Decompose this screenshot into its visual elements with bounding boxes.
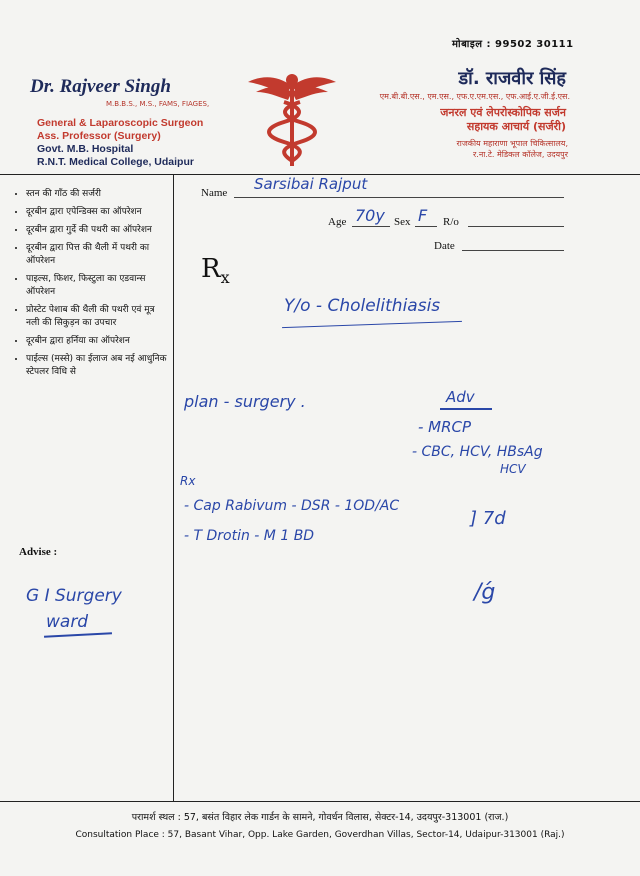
- diagnosis-underline: [282, 321, 462, 328]
- institution-line: र.ना.टे. मेडिकल कॉलेज, उदयपुर: [473, 150, 568, 159]
- advice-item: - CBC, HCV, HBsAg: [412, 444, 543, 460]
- service-item: • दूरबीन द्वारा पित्त की थैली में पथरी का ऑपरेशन: [26, 242, 170, 268]
- patient-age: 70y: [355, 206, 385, 225]
- advise-note-line2: ward: [46, 612, 89, 632]
- institution-line: राजकीय महाराणा भूपाल चिकित्सालय,: [456, 139, 568, 148]
- mobile-number: मोबाइल : 99502 30111: [452, 39, 574, 50]
- address-hindi: परामर्श स्थल : 57, बसंत विहार लेक गार्डन के सामने, गोवर्धन विलास, सेक्टर-14, उदयपुर-313001 (राज.): [131, 812, 509, 823]
- designation-line: सहायक आचार्य (सर्जरी): [466, 120, 566, 133]
- patient-sex: F: [418, 206, 428, 225]
- date-label: Date: [434, 240, 455, 252]
- credential-line: Ass. Professor (Surgery): [37, 130, 161, 142]
- address-english: Consultation Place : 57, Basant Vihar, Opp. Lake Garden, Goverdhan Villas, Sector-14, Udaipur-313001 (Raj.): [75, 830, 565, 840]
- services-list: [14, 188, 170, 384]
- footer-divider: [0, 801, 640, 802]
- plan-note: plan - surgery .: [184, 392, 306, 411]
- institution-hindi: [457, 138, 568, 160]
- service-item: • पाईल्स (मस्से) का ईलाज अब नई आधुनिक स्टेपलर विधि से: [26, 353, 170, 379]
- service-item: • स्तन की गाँठ की सर्जरी: [26, 188, 170, 201]
- rx-symbol: $R_x$: [201, 254, 230, 288]
- age-label: Age: [328, 216, 347, 228]
- date-field-line: [462, 250, 564, 251]
- residence-field-line: [468, 226, 564, 227]
- service-item: • प्रोस्टेट पेशाब की थैली की पथरी एवं मूत्र नली की सिकुड़न का उपचार: [26, 304, 170, 330]
- residence-label: R/o: [443, 216, 459, 228]
- duration: ] 7d: [470, 508, 506, 529]
- advise-note-line1: G I Surgery: [26, 586, 122, 606]
- doctor-signature: /ǵ: [474, 580, 496, 605]
- advice-item: HCV: [500, 462, 526, 476]
- service-item: • पाइल्स, फिशर, फिस्टुला का एडवान्स ऑपरेशन: [26, 273, 170, 299]
- sex-field-line: [415, 226, 437, 227]
- advice-item: - MRCP: [418, 418, 472, 436]
- degrees-hindi: एम.बी.बी.एस., एम.एस., एफ.ए.एम.एस., एफ.आई.ए.जी.ई.एस.: [379, 92, 570, 101]
- advice-heading: Adv: [446, 388, 475, 406]
- medication: - Cap Rabivum - DSR - 1OD/AC: [184, 498, 400, 514]
- service-item: • दूरबीन द्वारा गुर्दे की पथरी का ऑपरेशन: [26, 224, 170, 237]
- credential-line: General & Laparoscopic Surgeon: [37, 117, 204, 129]
- doctor-name-hindi: डॉ. राजवीर सिंह: [458, 68, 566, 89]
- designation-hindi: [440, 106, 566, 134]
- patient-name: Sarsibai Rajput: [254, 175, 368, 193]
- sex-label: Sex: [394, 216, 411, 228]
- diagnosis: Y/o - Cholelithiasis: [284, 296, 441, 316]
- name-label: Name: [201, 187, 228, 199]
- advise-underline: [44, 632, 112, 638]
- age-field-line: [352, 226, 390, 227]
- advice-heading-underline: [440, 408, 492, 410]
- name-field-line: [234, 197, 564, 198]
- doctor-name-english: Dr. Rajveer Singh: [30, 76, 171, 97]
- caduceus-logo: [246, 72, 338, 170]
- designation-line: जनरल एवं लेपरोस्कोपिक सर्जन: [440, 106, 566, 119]
- column-divider: [173, 174, 174, 802]
- service-item: • दूरबीन द्वारा हर्निया का ऑपरेशन: [26, 335, 170, 348]
- credential-line: R.N.T. Medical College, Udaipur: [37, 156, 194, 168]
- medication: - T Drotin - M 1 BD: [184, 528, 315, 544]
- doctor-credentials-english: [37, 117, 203, 169]
- service-item: • दूरबीन द्वारा एपेन्डिक्स का ऑपरेशन: [26, 206, 170, 219]
- degrees-english: M.B.B.S., M.S., FAMS, FIAGES,: [106, 100, 210, 108]
- advise-label: Advise :: [19, 546, 58, 558]
- credential-line: Govt. M.B. Hospital: [37, 143, 134, 155]
- rx-small: Rx: [180, 474, 196, 488]
